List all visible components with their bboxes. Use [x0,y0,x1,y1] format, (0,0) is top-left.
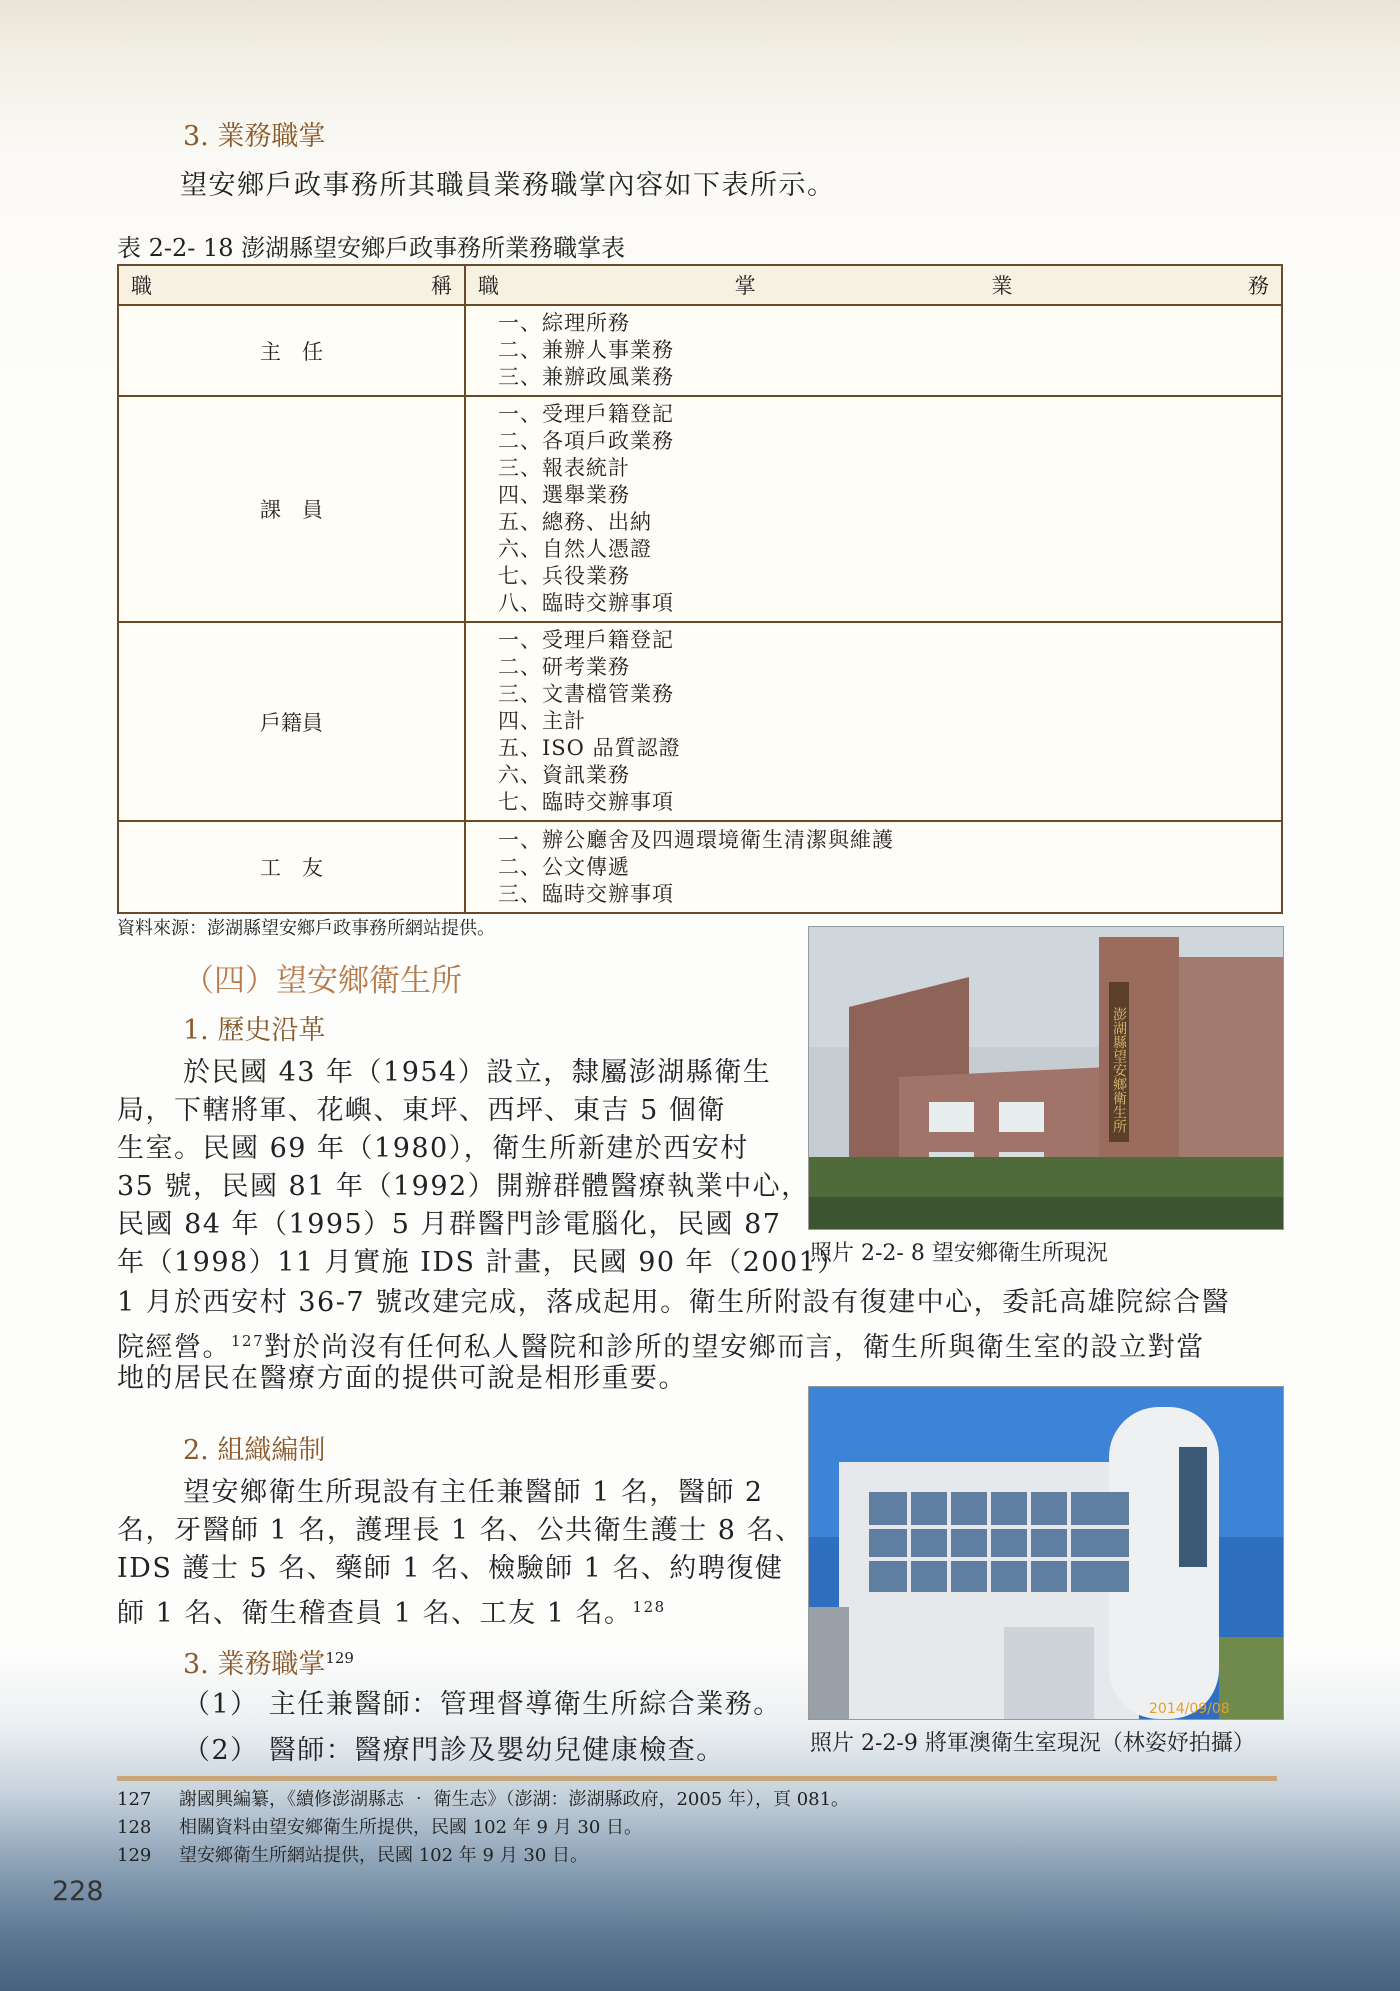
duty-item: 一、辦公廳舍及四週環境衛生清潔與維護 [498,827,894,852]
clinic-station-photo [808,1386,1284,1720]
history-heading: 1. 歷史沿革 [183,1015,326,1046]
header-duty-char: 務 [1247,274,1269,298]
duty-heading [183,1642,354,1681]
history-text: 對於尚沒有任何私人醫院和診所的望安鄉而言，衛生所與衛生室的設立對當 [264,1332,1205,1363]
header-role [118,265,465,305]
duty-item: 一、受理戶籍登記 [498,402,674,426]
header-duty-char: 掌 [734,274,756,298]
role-cell: 主 任 [118,305,465,396]
history-line: 局，下轄將軍、花嶼、東坪、西坪、東吉 5 個衛 [117,1095,726,1126]
footnote-text: 相關資料由望安鄉衛生所提供，民國 102 年 9 月 30 日。 [179,1817,643,1838]
duty-item: 二、各項戶政業務 [498,429,674,453]
history-line: 民國 84 年（1995）5 月群醫門診電腦化，民國 87 [117,1209,782,1240]
table-row [118,622,1282,821]
subsection-heading: （四）望安鄉衛生所 [183,963,462,999]
header-duty-char: 職 [478,274,499,298]
duty-item: 四、選舉業務 [498,483,630,507]
duty-table [117,264,1283,914]
history-line: 生室。民國 69 年（1980），衛生所新建於西安村 [117,1133,749,1164]
duty-cell [465,821,1282,913]
duty-heading-text: 3. 業務職掌 [183,1649,326,1680]
duty-item: 二、研考業務 [498,655,630,679]
history-line: 於民國 43 年（1954）設立，隸屬澎湖縣衛生 [183,1057,772,1088]
table-row [118,821,1282,913]
footnote-ref: 128 [632,1598,666,1616]
duty-cell [465,396,1282,622]
health-center-photo [808,926,1284,1230]
duty-item: 四、主計 [498,709,586,733]
duty-item: 三、兼辦政風業務 [498,365,674,389]
footnote [117,1786,849,1814]
org-line: 名，牙醫師 1 名，護理長 1 名、公共衛生護士 8 名、 [117,1515,804,1546]
header-role-char: 職 [131,274,152,298]
duty-item: 六、自然人憑證 [498,537,652,561]
section-heading: 3. 業務職掌 [183,121,326,152]
role-cell: 工 友 [118,821,465,913]
duty-item: 五、ISO 品質認證 [498,736,681,760]
photo-date-stamp: 2014/09/08 [1149,1701,1230,1717]
footnote-text: 謝國興編纂，《續修澎湖縣志 ‧ 衛生志》（澎湖：澎湖縣政府，2005 年），頁 081。 [179,1789,850,1810]
history-line: 1 月於西安村 36-7 號改建完成，落成起用。衛生所附設有復建中心，委託高雄院綜合醫 [117,1287,1231,1318]
duty-item: 七、兵役業務 [498,564,630,588]
org-line [117,1588,666,1633]
page-number: 228 [52,1876,104,1907]
org-text: 師 1 名、衛生稽查員 1 名、工友 1 名。 [117,1598,633,1629]
footnote-number: 129 [117,1845,152,1866]
footnote-number: 127 [117,1789,152,1810]
org-heading: 2. 組織編制 [183,1435,326,1466]
history-line: 35 號，民國 81 年（1992）開辦群體醫療執業中心， [117,1171,810,1202]
header-duty-char: 業 [991,274,1013,298]
duty-item: 二、公文傳遞 [498,854,630,879]
photo-sign-text: 澎湖縣望安鄉衛生所 [1111,1007,1127,1133]
photo2-caption: 照片 2-2-9 將軍澳衛生室現況（林姿妤拍攝） [810,1731,1255,1756]
table-header-row [118,265,1282,305]
section-intro: 望安鄉戶政事務所其職員業務職掌內容如下表所示。 [180,170,836,201]
duty-item-line: （1） 主任兼醫師：管理督導衛生所綜合業務。 [183,1689,782,1720]
photo1-caption: 照片 2-2- 8 望安鄉衛生所現況 [810,1241,1108,1266]
duty-item: 三、報表統計 [498,456,630,480]
health-center-image [809,927,1283,1229]
duty-item: 一、綜理所務 [498,311,630,335]
table-row [118,305,1282,396]
duty-cell [465,305,1282,396]
duty-item: 五、總務、出納 [498,510,652,534]
footnote [117,1842,588,1870]
footnote-rule [117,1776,1277,1781]
role-cell: 課 員 [118,396,465,622]
footnote-ref: 127 [231,1332,265,1350]
clinic-station-image [809,1387,1283,1719]
footnote-number: 128 [117,1817,152,1838]
duty-item: 八、臨時交辦事項 [498,591,674,615]
footnote [117,1814,642,1842]
duty-item: 七、臨時交辦事項 [498,790,674,814]
header-role-char: 稱 [431,274,452,298]
history-line: 年（1998）11 月實施 IDS 計畫，民國 90 年（2001） [117,1247,846,1278]
duty-item: 二、兼辦人事業務 [498,338,674,362]
header-duty [465,265,1282,305]
table-source: 資料來源：澎湖縣望安鄉戶政事務所網站提供。 [117,918,495,939]
duty-item-line: （2） 醫師：醫療門診及嬰幼兒健康檢查。 [183,1735,725,1766]
duty-item: 六、資訊業務 [498,763,630,787]
org-line: 望安鄉衛生所現設有主任兼醫師 1 名，醫師 2 [183,1477,764,1508]
table-caption: 表 2-2- 18 澎湖縣望安鄉戶政事務所業務職掌表 [117,234,626,262]
history-line: 地的居民在醫療方面的提供可說是相形重要。 [117,1363,687,1394]
footnote-text: 望安鄉衛生所網站提供，民國 102 年 9 月 30 日。 [179,1845,589,1866]
duty-cell [465,622,1282,821]
duty-item: 一、受理戶籍登記 [498,628,674,652]
table-row [118,396,1282,622]
history-text: 院經營。 [117,1332,231,1363]
footnote-ref: 129 [325,1649,354,1667]
duty-item: 三、臨時交辦事項 [498,881,674,906]
org-line: IDS 護士 5 名、藥師 1 名、檢驗師 1 名、約聘復健 [117,1553,784,1584]
role-cell: 戶籍員 [118,622,465,821]
duty-item: 三、文書檔管業務 [498,682,674,706]
